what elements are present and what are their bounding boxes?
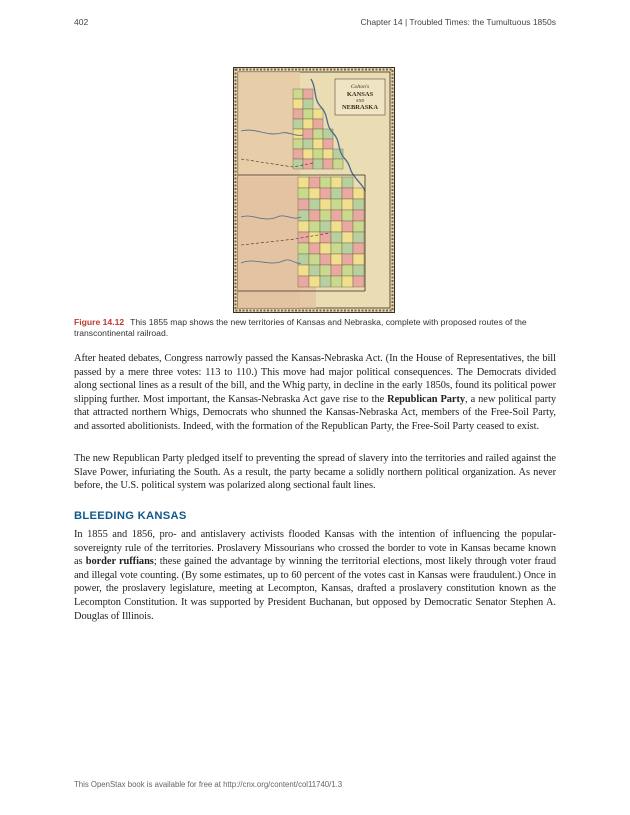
figure-caption — [74, 317, 558, 339]
paragraph3-part1: In 1855 and 1856, pro- and antislavery activists flooded Kansas with the intention of influencing the popular-sovereignty rule of the territories. Proslavery Missourians who crossed the border to vote in Kansas became known as — [74, 529, 556, 568]
figure-label: Figure 14.12 — [74, 317, 125, 327]
kansas-nebraska-map-image — [233, 67, 395, 313]
svg-text:NEBRASKA: NEBRASKA — [341, 104, 379, 111]
svg-text:AND: AND — [355, 98, 365, 103]
paragraph1-part1: After heated debates, Congress narrowly passed the Kansas-Nebraska Act. (In the House of Representatives, the bill passed by a mere three votes: 113 to 110.) This move had major political consequences. The Democrats divided along sectional lines as a result of the bill, and the Whig party, in decline in the early 1850s, found its political power slipping further. Most important, the Kansas-Nebraska Act gave rise to the — [74, 353, 556, 405]
paragraph-kansas-nebraska-act — [74, 352, 556, 434]
paragraph-bleeding-kansas — [74, 528, 556, 623]
page-number: 402 — [74, 17, 89, 27]
chapter-title: Chapter 14 | Troubled Times: the Tumultuous 1850s — [360, 17, 556, 27]
map-figure — [233, 67, 395, 313]
footer-availability-note: This OpenStax book is available for free at http://cnx.org/content/col11740/1.3 — [74, 780, 343, 789]
svg-text:Colton's: Colton's — [350, 84, 370, 90]
paragraph-republican-party: The new Republican Party pledged itself to preventing the spread of slavery into the territories and railed against the Slave Power, infuriating the South. As a result, the party became a solidly northern political organization. As never before, the U.S. political system was polarized along sectional fault lines. — [74, 453, 556, 492]
key-term-border-ruffians: border ruffians — [85, 556, 154, 568]
paragraph1-part2: , a new political party that attracted northern Whigs, Democrats who shunned the Kansas-Nebraska Act, members of the Free-Soil Party, and assorted abolitionists. Indeed, with the formation of the Republican Party, the Free-Soil Party ceased to exist. — [74, 393, 556, 432]
figure-caption-text: This 1855 map shows the new territories of Kansas and Nebraska, complete with proposed routes of the transcontinental railroad. — [74, 317, 527, 338]
key-term-republican-party: Republican Party — [387, 393, 466, 405]
section-heading: BLEEDING KANSAS — [74, 510, 187, 522]
svg-text:KANSAS: KANSAS — [346, 91, 374, 98]
paragraph3-part2: ; these gained the advantage by winning the territorial elections, most likely through voter fraud and illegal vote counting. (By some estimates, up to 60 percent of the votes cast in Kansas were fraudulent.) Once in power, the proslavery legislature, meeting at Lecompton, Kansas, drafted a proslavery constitution known as the Lecompton Constitution. It was supported by President Buchanan, but opposed by Democratic Senator Stephen A. Douglas of Illinois. — [74, 556, 556, 622]
